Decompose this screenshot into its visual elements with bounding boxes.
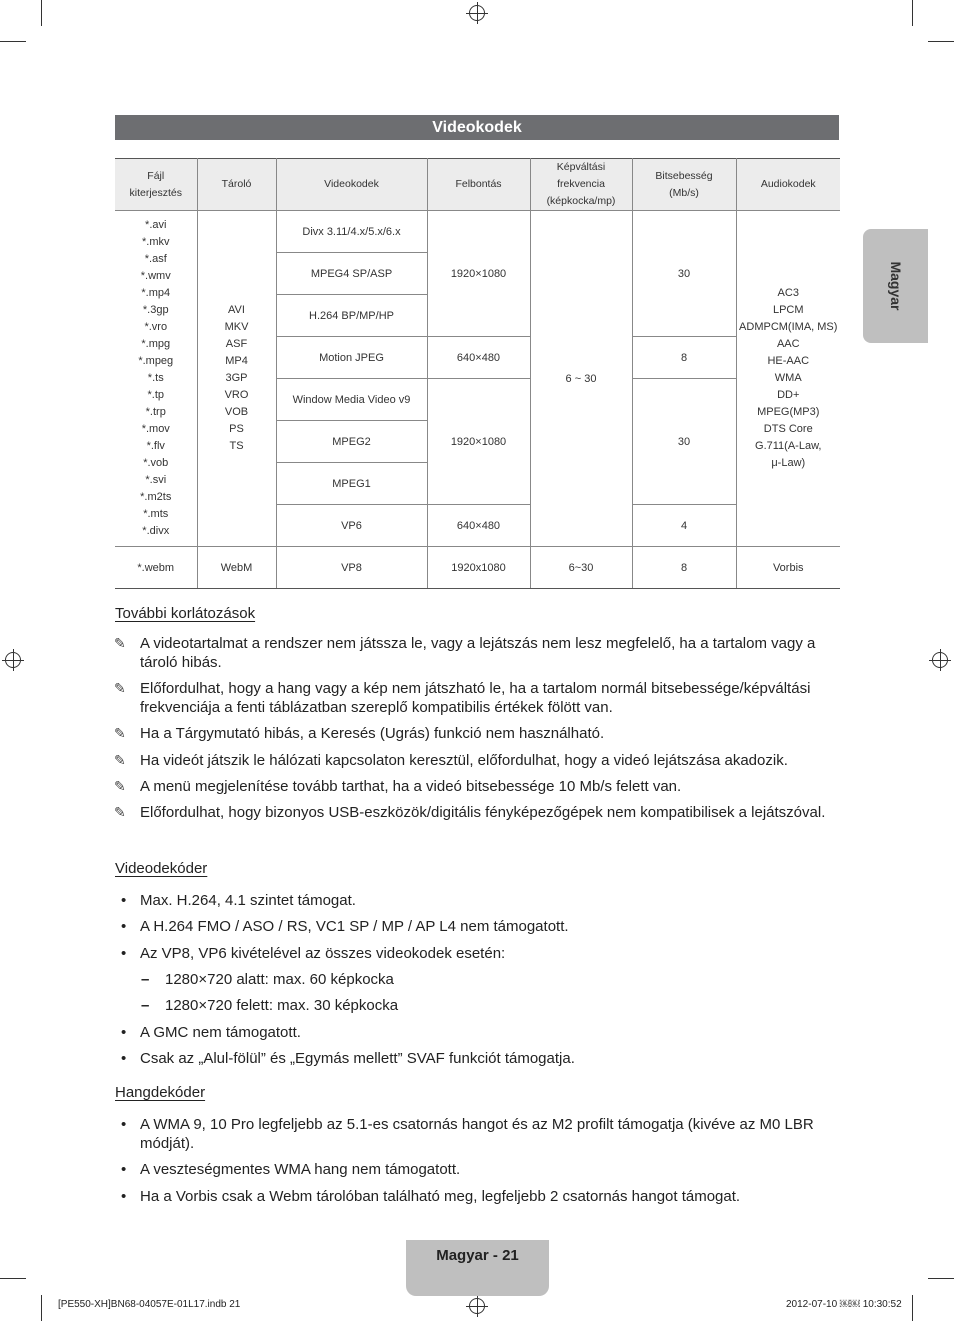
file-extension-cell: *.webm: [115, 547, 197, 589]
pencil-note-icon: ✎: [114, 680, 126, 696]
restrictions-heading: További korlátozások: [115, 605, 256, 622]
video-codec-cell: H.264 BP/MP/HP: [276, 295, 427, 337]
note-item: ✎ A videotartalmat a rendszer nem játssza le, vagy a lejátszás nem lesz megfelelő, ha a tartalom vagy a tároló hibás.: [114, 635, 816, 671]
list-item: • Az VP8, VP6 kivételével az összes videokodek esetén:: [121, 945, 506, 962]
table-row: [115, 211, 840, 253]
crop-mark: [41, 1295, 42, 1321]
crop-mark: [912, 0, 913, 26]
language-side-tab-label: Magyar: [887, 261, 904, 311]
language-side-tab: [863, 229, 928, 343]
resolution-cell: 1920×1080: [427, 211, 530, 337]
footer-file-info: [PE550-XH]BN68-04057E-01L17.indb 21: [58, 1299, 241, 1310]
bitrate-cell: 8: [632, 337, 736, 379]
crop-mark: [0, 41, 26, 42]
header-resolution: Felbontás: [427, 159, 530, 211]
page-number-tab: [406, 1240, 549, 1296]
resolution-cell: 640×480: [427, 505, 530, 547]
registration-mark-icon: [932, 652, 948, 668]
header-file-extension: Fájl kiterjesztés: [115, 159, 197, 211]
list-item: • A veszteségmentes WMA hang nem támogatott.: [121, 1161, 461, 1178]
resolution-cell: 1920x1080: [427, 547, 530, 589]
video-codec-cell: Motion JPEG: [276, 337, 427, 379]
video-codec-cell: Divx 3.11/4.x/5.x/6.x: [276, 211, 427, 253]
audio-codecs-cell: AC3 LPCM ADMPCM(IMA, MS) AAC HE-AAC WMA DD+ MPEG(MP3) DTS Core G.711(A-Law, μ-Law): [736, 211, 840, 547]
header-bitrate: Bitsebesség (Mb/s): [632, 159, 736, 211]
note-item: ✎ Előfordulhat, hogy bizonyos USB-eszközök/digitális fényképezőgépek nem kompatibilisek a lejátszóval.: [114, 804, 826, 821]
bitrate-cell: 30: [632, 211, 736, 337]
bitrate-cell: 30: [632, 379, 736, 505]
crop-mark: [928, 41, 954, 42]
list-item: • Csak az „Alul-fölül” és „Egymás mellett” SVAF funkciót támogatja.: [121, 1050, 575, 1067]
footer-timestamp: 2012-07-10 ￼￼ 10:30:52: [786, 1299, 902, 1310]
file-extensions-cell: *.avi *.mkv *.asf *.wmv *.mp4 *.3gp *.vro *.mpg *.mpeg *.ts *.tp *.trp *.mov *.flv *.vob *.svi *.m2ts *.mts *.divx: [115, 211, 197, 547]
pencil-note-icon: ✎: [114, 635, 126, 651]
sub-list-item: – 1280×720 alatt: max. 60 képkocka: [141, 971, 394, 988]
video-codec-cell: VP6: [276, 505, 427, 547]
video-decoder-heading: Videodekóder: [115, 860, 208, 877]
section-title: Videokodek: [115, 115, 839, 140]
crop-mark: [928, 1278, 954, 1279]
bitrate-cell: 8: [632, 547, 736, 589]
crop-mark: [0, 1278, 26, 1279]
note-item: ✎ Ha a Tárgymutató hibás, a Keresés (Ugrás) funkció nem használható.: [114, 725, 605, 742]
page-number: Magyar - 21: [436, 1247, 519, 1264]
pencil-note-icon: ✎: [114, 725, 126, 741]
header-audio-codec: Audiokodek: [736, 159, 840, 211]
bitrate-cell: 4: [632, 505, 736, 547]
video-codec-cell: MPEG4 SP/ASP: [276, 253, 427, 295]
pencil-note-icon: ✎: [114, 804, 126, 820]
container-cell: WebM: [197, 547, 276, 589]
pencil-note-icon: ✎: [114, 778, 126, 794]
registration-mark-icon: [469, 1298, 485, 1314]
video-codec-cell: VP8: [276, 547, 427, 589]
table-row-webm: [115, 547, 840, 589]
containers-cell: AVI MKV ASF MP4 3GP VRO VOB PS TS: [197, 211, 276, 547]
list-item: • A GMC nem támogatott.: [121, 1024, 301, 1041]
list-item: • Max. H.264, 4.1 szintet támogat.: [121, 892, 356, 909]
pencil-note-icon: ✎: [114, 752, 126, 768]
list-item: • Ha a Vorbis csak a Webm tárolóban található meg, legfeljebb 2 csatornás hangot támogat.: [121, 1188, 741, 1205]
crop-mark: [41, 0, 42, 26]
note-item: ✎ Előfordulhat, hogy a hang vagy a kép nem játszható le, ha a tartalom normál bitsebessége/képváltási frekvenciája a fenti táblázatban szereplő kompatibilis értékek fölött van.: [114, 680, 811, 716]
registration-mark-icon: [469, 5, 485, 21]
note-item: ✎ Ha videót játszik le hálózati kapcsolaton keresztül, előfordulhat, hogy a videó lejátszása akadozik.: [114, 752, 788, 769]
crop-mark: [912, 1295, 913, 1321]
sub-list-item: – 1280×720 felett: max. 30 képkocka: [141, 997, 399, 1014]
header-container: Tároló: [197, 159, 276, 211]
audio-codec-cell: Vorbis: [736, 547, 840, 589]
resolution-cell: 1920×1080: [427, 379, 530, 505]
frame-rate-cell: 6 ~ 30: [530, 211, 632, 547]
registration-mark-icon: [5, 652, 21, 668]
audio-decoder-heading: Hangdekóder: [115, 1084, 206, 1101]
video-codec-cell: Window Media Video v9: [276, 379, 427, 421]
list-item: • A WMA 9, 10 Pro legfeljebb az 5.1-es csatornás hangot és az M2 profilt támogatja (kivéve az M0 LBR módját).: [121, 1116, 814, 1152]
header-video-codec: Videokodek: [276, 159, 427, 211]
header-frame-rate: Képváltási frekvencia (képkocka/mp): [530, 159, 632, 211]
codec-table: [115, 158, 840, 589]
frame-rate-cell: 6~30: [530, 547, 632, 589]
video-codec-cell: MPEG1: [276, 463, 427, 505]
list-item: • A H.264 FMO / ASO / RS, VC1 SP / MP / AP L4 nem támogatott.: [121, 918, 569, 935]
resolution-cell: 640×480: [427, 337, 530, 379]
table-header-row: [115, 159, 840, 211]
note-item: ✎ A menü megjelenítése tovább tarthat, ha a videó bitsebessége 10 Mb/s felett van.: [114, 778, 682, 795]
video-codec-cell: MPEG2: [276, 421, 427, 463]
